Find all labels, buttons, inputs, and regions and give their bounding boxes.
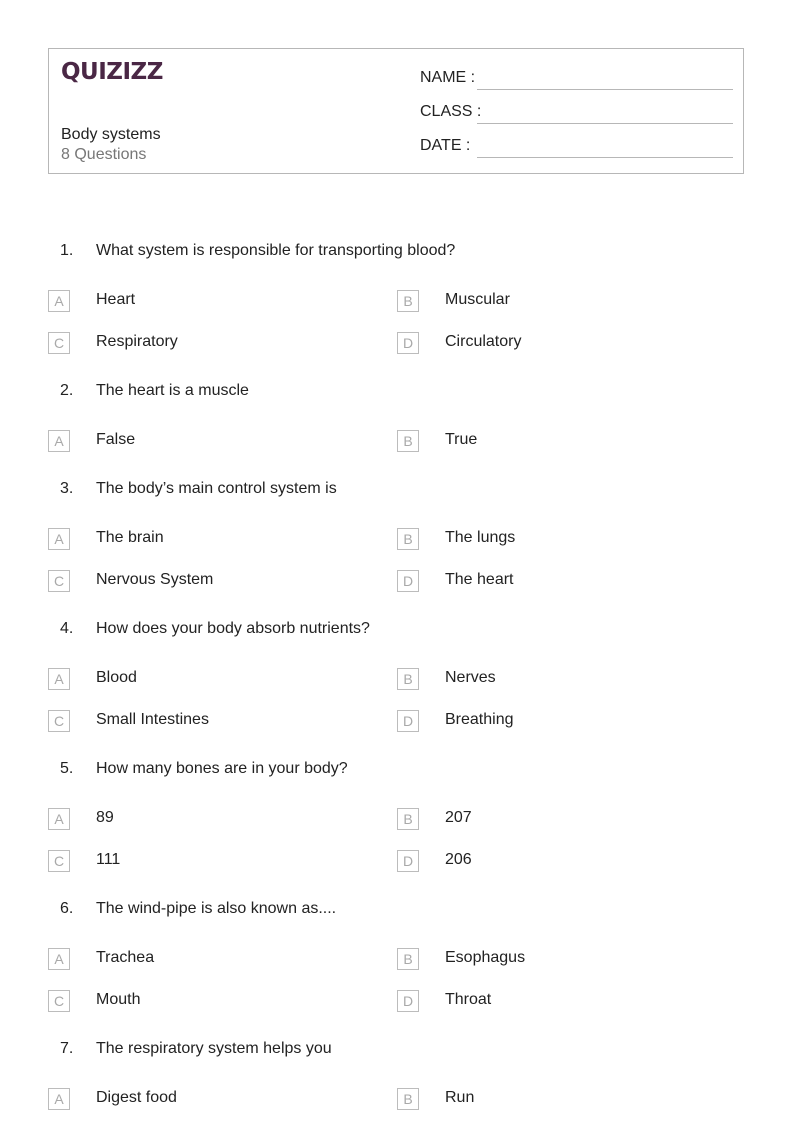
option-text: Esophagus xyxy=(445,949,526,966)
class-line[interactable] xyxy=(477,123,733,124)
date-line[interactable] xyxy=(477,157,733,158)
date-label: DATE : xyxy=(420,137,471,154)
option-letter-box: D xyxy=(397,710,419,732)
option-text: 206 xyxy=(445,851,472,868)
option-letter-box: C xyxy=(48,850,70,872)
option-text: Heart xyxy=(96,291,136,308)
option-text: Nerves xyxy=(445,669,496,686)
option-letter-box: A xyxy=(48,1088,70,1110)
option-text: Mouth xyxy=(96,991,141,1008)
option-letter-box: C xyxy=(48,710,70,732)
option-text: Respiratory xyxy=(96,333,178,350)
option-text: 89 xyxy=(96,809,114,826)
option-text: 111 xyxy=(96,851,121,868)
option-letter-box: A xyxy=(48,808,70,830)
option-letter-box: B xyxy=(397,528,419,550)
option-letter-box: C xyxy=(48,570,70,592)
question-text: How does your body absorb nutrients? xyxy=(96,620,370,637)
question-text: The body’s main control system is xyxy=(96,480,337,497)
question-count: 8 Questions xyxy=(61,146,147,163)
option-letter-box: C xyxy=(48,332,70,354)
question-number: 3. xyxy=(60,480,74,497)
option-text: The brain xyxy=(96,529,164,546)
option-letter-box: A xyxy=(48,948,70,970)
option-text: The heart xyxy=(445,571,514,588)
option-letter-box: A xyxy=(48,290,70,312)
option-letter-box: D xyxy=(397,332,419,354)
option-text: True xyxy=(445,431,478,448)
option-text: Breathing xyxy=(445,711,514,728)
question-text: What system is responsible for transporting blood? xyxy=(96,242,456,259)
question-text: The respiratory system helps you xyxy=(96,1040,332,1057)
option-text: Nervous System xyxy=(96,571,214,588)
question-text: How many bones are in your body? xyxy=(96,760,348,777)
question-text: The wind-pipe is also known as.... xyxy=(96,900,337,917)
option-text: Muscular xyxy=(445,291,510,308)
option-text: Throat xyxy=(445,991,492,1008)
option-letter-box: B xyxy=(397,1088,419,1110)
question-number: 2. xyxy=(60,382,74,399)
option-text: Digest food xyxy=(96,1089,177,1106)
option-text: Small Intestines xyxy=(96,711,209,728)
option-letter-box: B xyxy=(397,948,419,970)
option-text: False xyxy=(96,431,136,448)
option-text: Trachea xyxy=(96,949,155,966)
option-letter-box: B xyxy=(397,430,419,452)
class-label: CLASS : xyxy=(420,103,482,120)
option-text: The lungs xyxy=(445,529,516,546)
option-text: 207 xyxy=(445,809,472,826)
question-number: 6. xyxy=(60,900,74,917)
option-letter-box: A xyxy=(48,528,70,550)
worksheet-title: Body systems xyxy=(61,126,161,143)
option-letter-box: B xyxy=(397,290,419,312)
option-text: Circulatory xyxy=(445,333,522,350)
question-text: The heart is a muscle xyxy=(96,382,249,399)
option-letter-box: A xyxy=(48,668,70,690)
question-number: 1. xyxy=(60,242,74,259)
question-number: 4. xyxy=(60,620,74,637)
option-letter-box: B xyxy=(397,668,419,690)
option-text: Blood xyxy=(96,669,137,686)
name-label: NAME : xyxy=(420,69,476,86)
option-text: Run xyxy=(445,1089,475,1106)
option-letter-box: D xyxy=(397,990,419,1012)
worksheet-header xyxy=(48,48,744,174)
option-letter-box: C xyxy=(48,990,70,1012)
question-number: 5. xyxy=(60,760,74,777)
option-letter-box: B xyxy=(397,808,419,830)
name-line[interactable] xyxy=(477,89,733,90)
option-letter-box: D xyxy=(397,850,419,872)
quizizz-logo: QUIZIZZ xyxy=(61,59,163,85)
question-number: 7. xyxy=(60,1040,74,1057)
option-letter-box: A xyxy=(48,430,70,452)
option-letter-box: D xyxy=(397,570,419,592)
